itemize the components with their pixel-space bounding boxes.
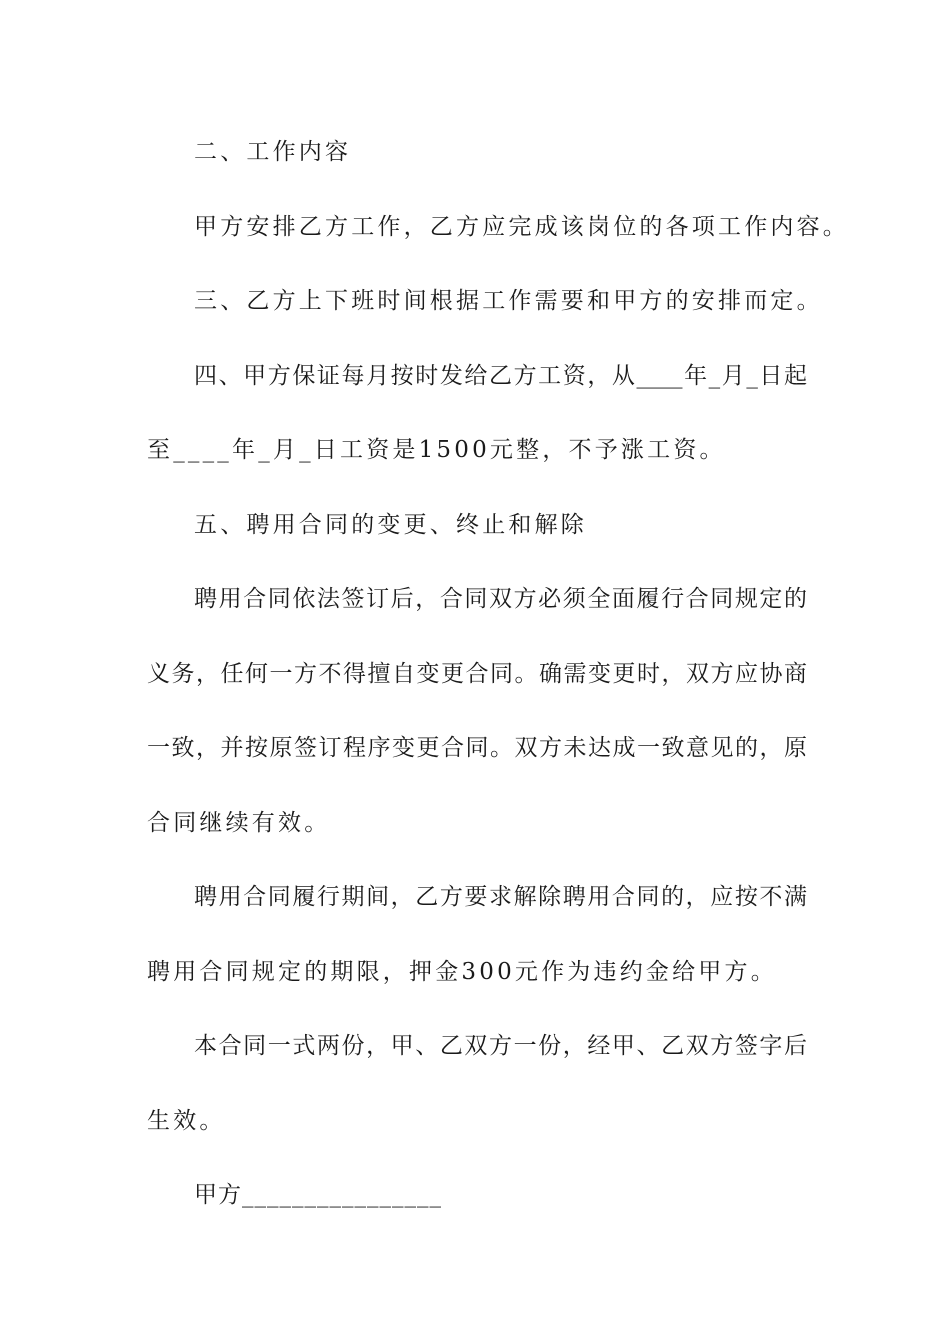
paragraph-line: 义务，任何一方不得擅自变更合同。确需变更时，双方应协商 — [147, 661, 807, 687]
paragraph-line: 聘用合同规定的期限，押金300元作为违约金给甲方。 — [147, 959, 777, 985]
paragraph-line: 聘用合同履行期间，乙方要求解除聘用合同的，应按不满 — [194, 884, 807, 910]
paragraph-line: 至____年_月_日工资是1500元整，不予涨工资。 — [147, 437, 726, 463]
paragraph-line: 本合同一式两份，甲、乙双方一份，经甲、乙双方签字后 — [194, 1033, 807, 1059]
paragraph-line: 合同继续有效。 — [147, 810, 331, 836]
paragraph-line: 一致，并按原签订程序变更合同。双方未达成一致意见的，原 — [147, 735, 807, 761]
paragraph-line: 甲方安排乙方工作，乙方应完成该岗位的各项工作内容。 — [194, 214, 849, 240]
paragraph-line: 四、甲方保证每月按时发给乙方工资，从____年_月_日起 — [194, 363, 807, 389]
signature-line-party-a: 甲方________________ — [194, 1182, 442, 1208]
section-heading-work-content: 二、工作内容 — [194, 139, 352, 165]
paragraph-line: 三、乙方上下班时间根据工作需要和甲方的安排而定。 — [194, 288, 823, 314]
paragraph-line: 生效。 — [147, 1108, 226, 1134]
paragraph-line: 聘用合同依法签订后，合同双方必须全面履行合同规定的 — [194, 586, 807, 612]
section-heading-contract-change: 五、聘用合同的变更、终止和解除 — [194, 512, 587, 538]
